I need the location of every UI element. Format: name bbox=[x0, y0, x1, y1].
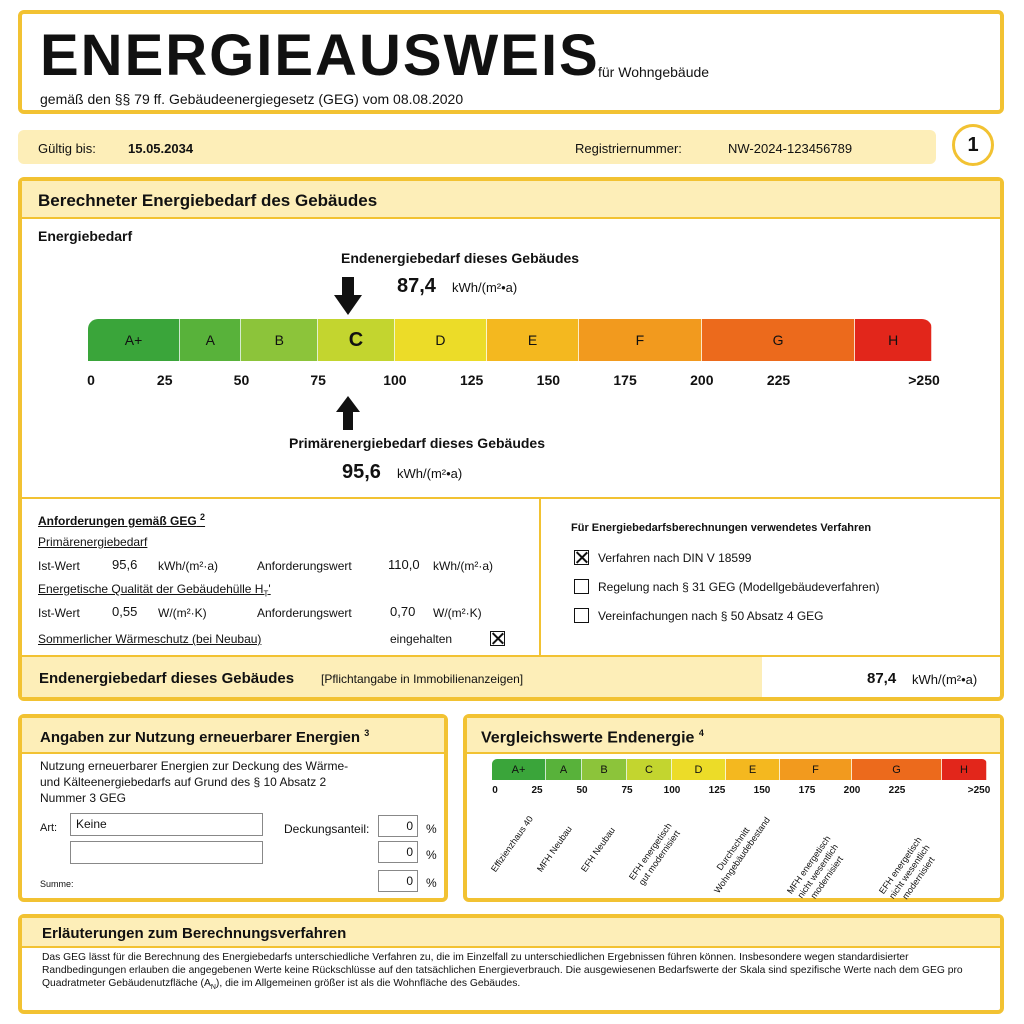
ist-label: Ist-Wert bbox=[38, 559, 80, 573]
final-energy-row-value: 87,4 bbox=[867, 670, 897, 687]
renewable-type-field-2[interactable] bbox=[70, 841, 263, 864]
final-energy-row bbox=[22, 657, 762, 697]
scale-class-a: A bbox=[180, 319, 241, 361]
title-box bbox=[18, 10, 1004, 114]
comparison-label: EFH energetisch gut modernisiert bbox=[627, 821, 682, 888]
final-energy-unit: kWh/(m²•a) bbox=[452, 280, 518, 295]
scale-tick-label: >250 bbox=[908, 372, 940, 388]
envelope-anf-value: 0,70 bbox=[390, 604, 416, 619]
scale-class-c: C bbox=[318, 319, 395, 361]
renewable-description: Nutzung erneuerbarer Energien zur Deckung des Wärme- und Kälteenergiebedarfs auf Grund des § 10 Absatz 2 Nummer 3 GEG bbox=[40, 759, 349, 805]
scale-class-g: G bbox=[852, 759, 942, 780]
scale-class-b: B bbox=[582, 759, 627, 780]
scale-tick-label: 50 bbox=[233, 372, 250, 388]
explanation-section bbox=[18, 914, 1004, 1014]
requirements-title-text: Anforderungen gemäß GEG bbox=[38, 514, 197, 528]
scale-class-f: F bbox=[579, 319, 702, 361]
coverage-field-2[interactable]: 0 bbox=[378, 841, 418, 863]
method-label-model: Regelung nach § 31 GEG (Modellgebäudeverfahren) bbox=[598, 580, 880, 594]
renewable-title-text: Angaben zur Nutzung erneuerbarer Energien bbox=[40, 729, 361, 746]
primary-energy-unit: kWh/(m²•a) bbox=[397, 466, 463, 481]
final-energy-label: Endenergiebedarf dieses Gebäudes bbox=[341, 250, 580, 266]
envelope-subscript: T bbox=[263, 589, 269, 599]
divider bbox=[22, 497, 1000, 499]
scale-tick-label: 175 bbox=[613, 372, 637, 388]
scale-tick-label: 75 bbox=[621, 785, 633, 796]
scale-tick-label: 200 bbox=[843, 785, 861, 796]
type-label: Art: bbox=[40, 822, 58, 834]
scale-class-aplus: A+ bbox=[492, 759, 546, 780]
renewable-energy-section bbox=[18, 714, 448, 902]
scale-class-e: E bbox=[726, 759, 780, 780]
primary-energy-value: 95,6 bbox=[342, 461, 381, 483]
section-header bbox=[22, 718, 444, 754]
section-header bbox=[22, 918, 1000, 948]
valid-until-label: Gültig bis: bbox=[38, 141, 96, 156]
section-header bbox=[22, 181, 1000, 219]
energy-demand-subtitle: Energiebedarf bbox=[38, 228, 133, 244]
method-checkbox-din[interactable] bbox=[574, 550, 589, 565]
coverage-label: Deckungsanteil: bbox=[284, 822, 370, 836]
renewable-type-field-1[interactable]: Keine bbox=[70, 813, 263, 836]
primary-energy-label: Primärenergiebedarf dieses Gebäudes bbox=[289, 435, 545, 451]
comparison-title-text: Vergleichswerte Endenergie bbox=[481, 729, 695, 747]
explanation-text-part: ), die im Allgemeinen größer ist als die Wohnfläche des Gebäudes. bbox=[215, 978, 521, 989]
comparison-label: EFH energetisch nicht wesentlich modernisiert bbox=[877, 835, 937, 902]
explanation-subscript: N bbox=[210, 984, 216, 992]
info-bar bbox=[18, 130, 936, 164]
primary-energy-heading: Primärenergiebedarf bbox=[38, 535, 148, 549]
scale-class-aplus: A+ bbox=[88, 319, 180, 361]
method-checkbox-model[interactable] bbox=[574, 579, 589, 594]
final-energy-value: 87,4 bbox=[397, 275, 436, 297]
scale-class-c: C bbox=[627, 759, 672, 780]
final-energy-row-note: [Pflichtangabe in Immobilienanzeigen] bbox=[321, 672, 524, 686]
envelope-ist-unit: W/(m²·K) bbox=[158, 606, 207, 620]
scale-tick-label: >250 bbox=[967, 785, 991, 796]
ist-label: Ist-Wert bbox=[38, 606, 80, 620]
requirements-title bbox=[38, 512, 205, 528]
law-reference: gemäß den §§ 79 ff. Gebäudeenergiegesetz (GEG) vom 08.08.2020 bbox=[40, 91, 464, 107]
envelope-heading-text: Energetische Qualität der Gebäudehülle H bbox=[38, 582, 264, 596]
page-number-badge: 1 bbox=[952, 124, 994, 166]
percent-sign: % bbox=[426, 848, 437, 862]
percent-sign: % bbox=[426, 822, 437, 836]
final-energy-row-label: Endenergiebedarf dieses Gebäudes bbox=[39, 670, 295, 687]
scale-tick-label: 150 bbox=[753, 785, 771, 796]
coverage-field-1[interactable]: 0 bbox=[378, 815, 418, 837]
divider bbox=[539, 497, 541, 656]
energy-scale-ticks bbox=[87, 372, 940, 390]
explanation-text bbox=[42, 951, 982, 994]
scale-tick-label: 125 bbox=[459, 372, 484, 388]
registration-label: Registriernummer: bbox=[575, 141, 682, 156]
summer-protection-label: Sommerlicher Wärmeschutz (bei Neubau) bbox=[38, 632, 262, 646]
scale-tick-label: 225 bbox=[766, 372, 791, 388]
final-energy-row-unit: kWh/(m²•a) bbox=[912, 672, 978, 687]
anf-label: Anforderungswert bbox=[257, 606, 352, 620]
footnote-marker: 4 bbox=[698, 728, 704, 738]
scale-tick-label: 25 bbox=[531, 785, 543, 796]
scale-class-a: A bbox=[546, 759, 582, 780]
registration-value: NW-2024-123456789 bbox=[728, 141, 853, 156]
final-energy-arrow-icon bbox=[332, 277, 364, 317]
scale-class-h: H bbox=[942, 759, 987, 780]
scale-tick-label: 225 bbox=[888, 785, 906, 796]
percent-sign: % bbox=[426, 876, 437, 890]
comparison-label: Effizienzhaus 40 bbox=[489, 814, 535, 874]
envelope-heading bbox=[38, 582, 271, 598]
method-checkbox-simplified[interactable] bbox=[574, 608, 589, 623]
method-label-simplified: Vereinfachungen nach § 50 Absatz 4 GEG bbox=[598, 609, 824, 623]
primary-anf-value: 110,0 bbox=[388, 557, 420, 572]
primary-anf-unit: kWh/(m²·a) bbox=[433, 559, 493, 573]
document-subtitle: für Wohngebäude bbox=[598, 64, 710, 80]
footnote-marker: 2 bbox=[200, 512, 206, 522]
footnote-marker: 3 bbox=[364, 728, 370, 738]
scale-tick-label: 175 bbox=[798, 785, 816, 796]
scale-tick-label: 200 bbox=[690, 372, 714, 388]
scale-tick-label: 100 bbox=[663, 785, 681, 796]
envelope-ist-value: 0,55 bbox=[112, 604, 138, 619]
energy-demand-section bbox=[18, 177, 1004, 701]
energy-scale-bar bbox=[88, 319, 932, 361]
scale-class-f: F bbox=[780, 759, 852, 780]
primary-energy-arrow-icon bbox=[332, 396, 364, 432]
scale-tick-label: 150 bbox=[536, 372, 561, 388]
method-label-din: Verfahren nach DIN V 18599 bbox=[598, 551, 752, 565]
primary-ist-unit: kWh/(m²·a) bbox=[158, 559, 218, 573]
comparison-label: MFH Neubau bbox=[535, 824, 574, 874]
scale-tick-label: 0 bbox=[492, 785, 498, 796]
sum-label: Summe: bbox=[40, 879, 74, 889]
scale-tick-label: 50 bbox=[576, 785, 588, 796]
scale-tick-label: 75 bbox=[310, 372, 326, 388]
scale-tick-label: 0 bbox=[87, 372, 95, 388]
valid-until-value: 15.05.2034 bbox=[128, 141, 194, 156]
document-title: ENERGIEAUSWEIS bbox=[40, 23, 600, 88]
scale-tick-label: 125 bbox=[708, 785, 726, 796]
anf-label: Anforderungswert bbox=[257, 559, 352, 573]
scale-tick-label: 100 bbox=[383, 372, 407, 388]
comparison-label: MFH energetisch nicht wesentlich modernisiert bbox=[785, 833, 846, 901]
section-title: Berechneter Energiebedarf des Gebäudes bbox=[38, 191, 378, 210]
envelope-anf-unit: W/(m²·K) bbox=[433, 606, 482, 620]
envelope-prime: ' bbox=[268, 582, 271, 596]
primary-ist-value: 95,6 bbox=[112, 557, 138, 572]
scale-class-g: G bbox=[702, 319, 855, 361]
explanation-title: Erläuterungen zum Berechnungsverfahren bbox=[42, 925, 347, 942]
scale-class-h: H bbox=[855, 319, 932, 361]
sum-field[interactable]: 0 bbox=[378, 870, 418, 892]
scale-class-e: E bbox=[487, 319, 579, 361]
comparison-section bbox=[463, 714, 1004, 902]
comparison-labels bbox=[467, 718, 1000, 902]
summer-protection-checkbox[interactable] bbox=[490, 631, 505, 646]
scale-tick-label: 25 bbox=[156, 372, 173, 388]
scale-class-d: D bbox=[395, 319, 487, 361]
methods-title: Für Energiebedarfsberechnungen verwendetes Verfahren bbox=[571, 522, 872, 534]
comparison-label: EFH Neubau bbox=[579, 825, 618, 874]
comparison-label: Durchschnitt Wohngebäudebestand bbox=[712, 815, 773, 896]
scale-class-d: D bbox=[672, 759, 726, 780]
renewable-title bbox=[40, 728, 369, 746]
scale-class-b: B bbox=[241, 319, 318, 361]
summer-protection-status: eingehalten bbox=[390, 632, 453, 646]
explanation-text-part: Das GEG lässt für die Berechnung des Energiebedarfs unterschiedliche Verfahren zu, die im Einzelfall zu unterschiedlichen Ergebnissen führen können. Insbesondere wegen standardisierter Randbedingungen erlauben die angegebenen Werte keine Rückschlüsse auf den tatsächlichen Energieverbrauch. Die ausgewiesenen Bedarfswerte der Skala sind spezifische Werte nach dem GEG pro Quadratmeter Gebäudenutzfläche (A bbox=[42, 952, 963, 989]
